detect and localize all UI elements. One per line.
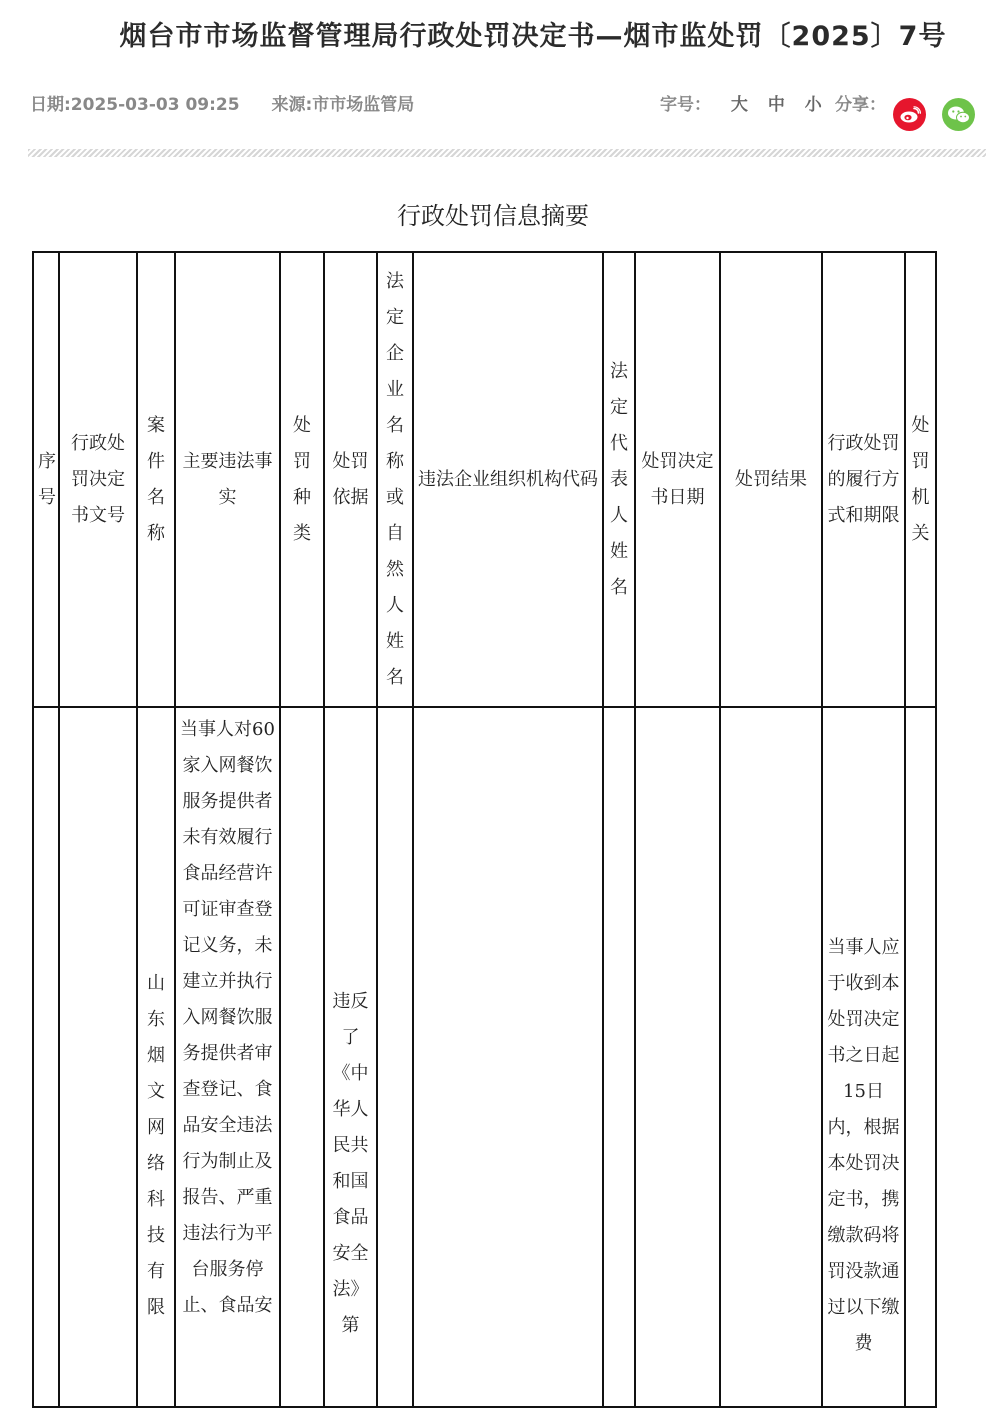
- header-entity: 法定企业名称或自然人姓名: [377, 252, 413, 707]
- cell-basis: 违反了《中华人民共和国食品安全法》第: [324, 707, 377, 1407]
- cell-case-name: 山东烟文网络科技有限: [137, 707, 175, 1407]
- font-size-small-button[interactable]: 小: [804, 95, 822, 115]
- font-size-large-button[interactable]: 大: [730, 95, 748, 115]
- cell-seq: [33, 707, 59, 1407]
- header-facts: 主要违法事实: [175, 252, 280, 707]
- cell-authority: [905, 707, 936, 1407]
- table-row: [33, 707, 936, 1407]
- header-case-name: 案件名称: [137, 252, 175, 707]
- summary-title: 行政处罚信息摘要: [397, 202, 589, 230]
- font-size-label: 字号：: [660, 95, 711, 115]
- cell-doc-no: [59, 707, 137, 1407]
- header-authority: 处罚机关: [905, 252, 936, 707]
- header-date: 处罚决定书日期: [635, 252, 720, 707]
- header-result: 处罚结果: [720, 252, 822, 707]
- share-label: 分享：: [835, 95, 886, 115]
- cell-result: [720, 707, 822, 1407]
- header-org-code: 违法企业组织机构代码: [413, 252, 603, 707]
- penalty-table: [32, 251, 937, 1408]
- cell-facts: 当事人对60家入网餐饮服务提供者未有效履行食品经营许可证审查登记义务，未建立并执行入网餐饮服务提供者审查登记、食品安全违法行为制止及报告、严重违法行为平台服务停止、食品安: [175, 707, 280, 1407]
- divider: [28, 149, 986, 157]
- cell-legal-rep: [603, 707, 635, 1407]
- wechat-icon[interactable]: [942, 98, 975, 131]
- publish-date: 日期:2025-03-03 09:25: [30, 95, 240, 115]
- article-title: 烟台市市场监督管理局行政处罚决定书—烟市监处罚〔2025〕7号: [119, 21, 947, 52]
- article-meta: [30, 90, 440, 115]
- font-size-control: [660, 90, 822, 115]
- header-doc-no: 行政处罚决定书文号: [59, 252, 137, 707]
- header-type: 处罚种类: [280, 252, 324, 707]
- article-source: 来源:市市场监管局: [271, 95, 415, 115]
- cell-type: [280, 707, 324, 1407]
- cell-date: [635, 707, 720, 1407]
- cell-performance: 当事人应于收到本处罚决定书之日起15日内，根据本处罚决定书，携缴款码将罚没款通过以下缴费: [822, 707, 905, 1407]
- weibo-icon[interactable]: [893, 98, 926, 131]
- header-performance: 行政处罚的履行方式和期限: [822, 252, 905, 707]
- header-basis: 处罚依据: [324, 252, 377, 707]
- header-seq: 序号: [33, 252, 59, 707]
- font-size-medium-button[interactable]: 中: [767, 95, 785, 115]
- header-legal-rep: 法定代表人姓名: [603, 252, 635, 707]
- cell-org-code: [413, 707, 603, 1407]
- table-header-row: [33, 252, 936, 707]
- cell-entity: [377, 707, 413, 1407]
